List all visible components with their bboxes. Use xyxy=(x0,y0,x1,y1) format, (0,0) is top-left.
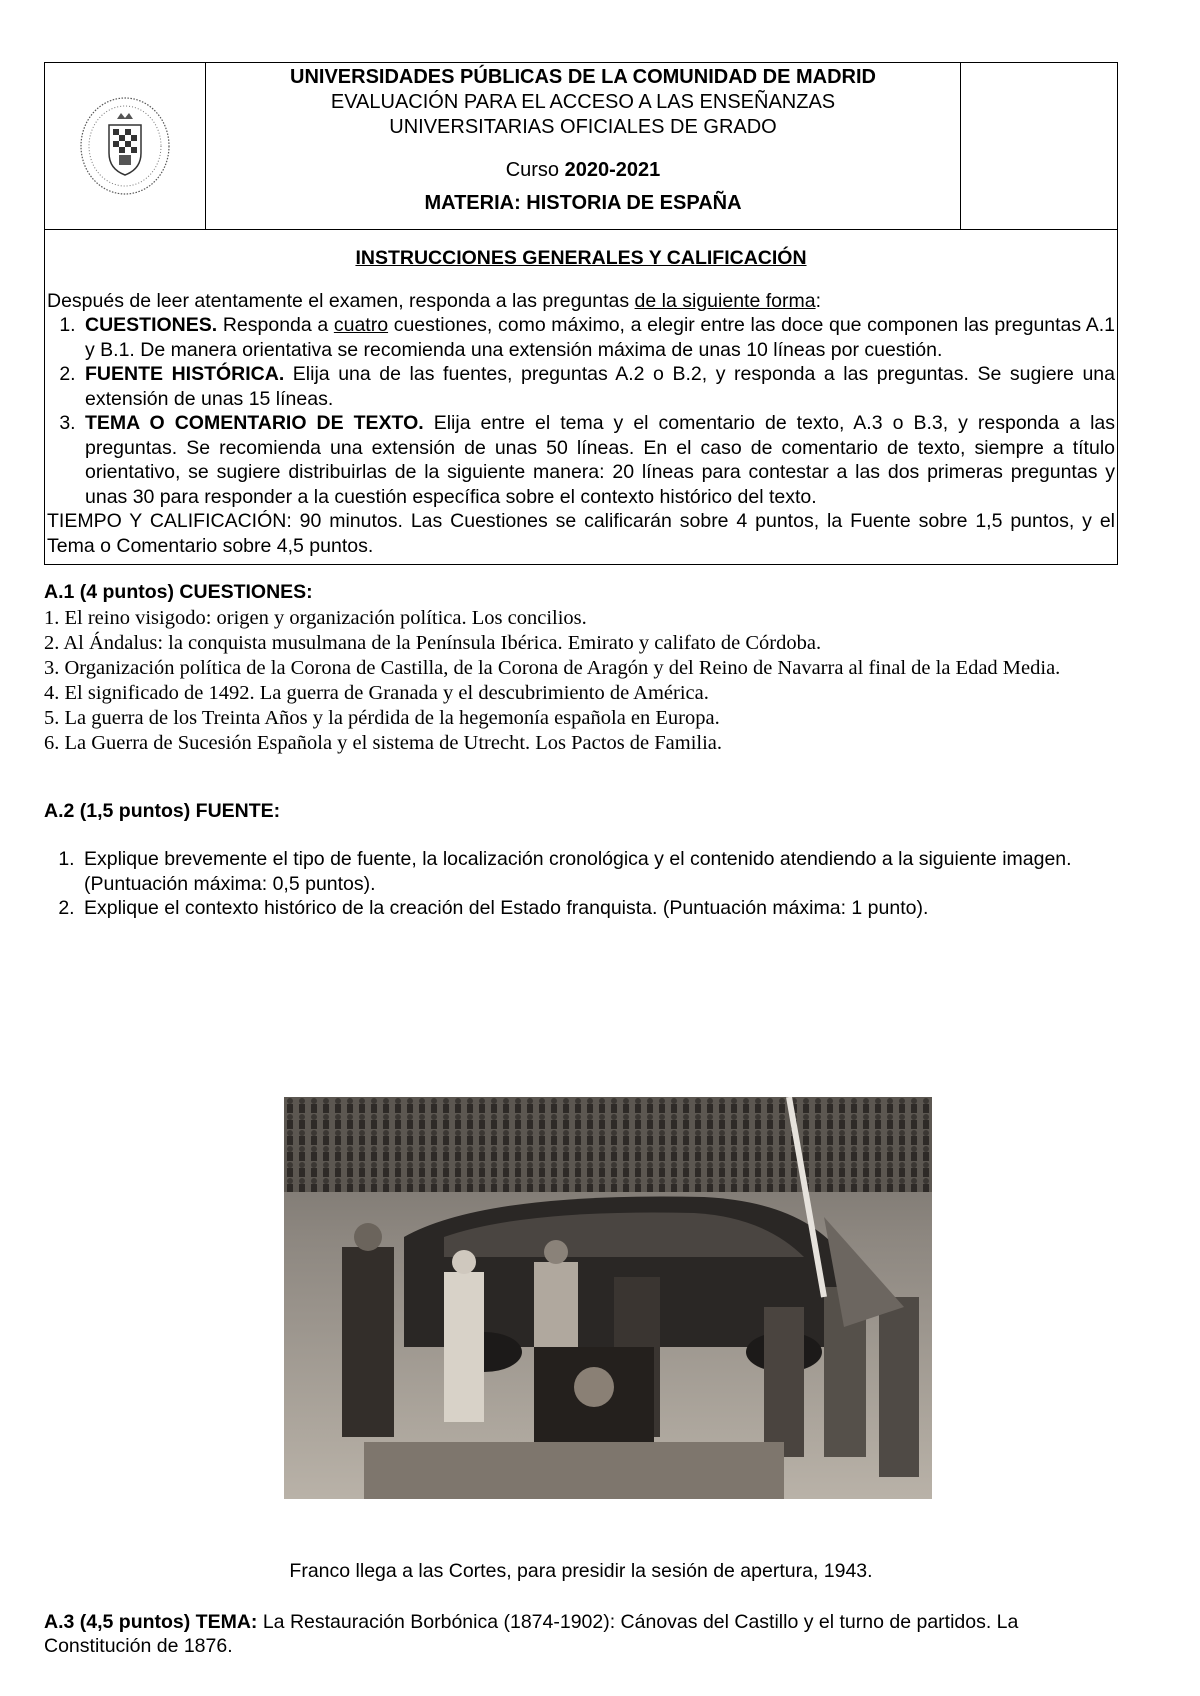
historical-photo xyxy=(284,1097,932,1499)
course-value: 2020-2021 xyxy=(564,159,661,181)
seal-cell xyxy=(45,63,206,229)
a2-list xyxy=(44,847,1118,921)
list-item: 2. Explique el contexto histórico de la creación del Estado franquista. (Puntuación máxima: 1 punto). xyxy=(80,896,1118,921)
evaluation-line-1: EVALUACIÓN PARA EL ACCESO A LAS ENSEÑANZAS xyxy=(330,91,836,113)
instructions-intro: Después de leer atentamente el examen, responda a las preguntas de la siguiente forma: xyxy=(47,289,821,312)
header-title-cell xyxy=(206,63,960,229)
list-item: 4. El significado de 1492. La guerra de Granada y el descubrimiento de América. xyxy=(44,682,709,704)
subject-line: MATERIA: HISTORIA DE ESPAÑA xyxy=(424,192,742,214)
exam-page xyxy=(44,62,1118,921)
instruction-item: 3. TEMA O COMENTARIO DE TEXTO. Elija entre el tema y el comentario de texto, A.3 o B.3, y responda a las preguntas. Se recomienda una extensión de unas 50 líneas. En el caso de comentario de texto, siempre a título orientativo, se sugiere distribuirlas de la siguiente manera: 20 líneas para contestar a las dos primeras preguntas y unas 30 para responder a la cuestión específica sobre el contexto histórico del texto. xyxy=(81,411,1115,509)
list-item: 5. La guerra de los Treinta Años y la pérdida de la hegemonía española en Europa. xyxy=(44,707,720,729)
list-item: 6. La Guerra de Sucesión Española y el sistema de Utrecht. Los Pactos de Familia. xyxy=(44,732,723,754)
course-label: Curso xyxy=(505,159,560,181)
a1-heading: A.1 (4 puntos) CUESTIONES: xyxy=(44,581,313,603)
photo-caption: Franco llega a las Cortes, para presidir la sesión de apertura, 1943. xyxy=(289,1560,873,1582)
list-item: 2. Al Ándalus: la conquista musulmana de la Península Ibérica. Emirato y califato de Córdoba. xyxy=(44,632,822,654)
instructions-title: INSTRUCCIONES GENERALES Y CALIFICACIÓN xyxy=(355,247,807,269)
instruction-item: 2. FUENTE HISTÓRICA. Elija una de las fuentes, preguntas A.2 o B.2, y responda a las preguntas. Se sugiere una extensión de unas 15 líneas. xyxy=(81,362,1115,411)
instructions-list xyxy=(45,313,1117,509)
course-line xyxy=(206,158,960,183)
a2-heading: A.2 (1,5 puntos) FUENTE: xyxy=(44,800,281,822)
header-table xyxy=(44,62,1118,565)
header-top-row xyxy=(45,63,1117,230)
university-seal-icon xyxy=(75,91,175,201)
list-item: 1. Explique brevemente el tipo de fuente, la localización cronológica y el contenido atendiendo a la siguiente imagen. (Puntuación máxima: 0,5 puntos). xyxy=(80,847,1118,896)
evaluation-line-2: UNIVERSITARIAS OFICIALES DE GRADO xyxy=(389,116,777,138)
a3-heading: A.3 (4,5 puntos) TEMA: xyxy=(44,1611,258,1633)
list-item: 3. Organización política de la Corona de Castilla, de la Corona de Aragón y del Reino de Navarra al final de la Edad Media. xyxy=(44,657,1061,679)
a1-list xyxy=(44,606,1118,756)
university-line: UNIVERSIDADES PÚBLICAS DE LA COMUNIDAD DE MADRID xyxy=(290,66,876,88)
instruction-item: 1. CUESTIONES. Responda a cuatro cuestiones, como máximo, a elegir entre las doce que componen las preguntas A.1 y B.1. De manera orientativa se recomienda una extensión máxima de unas 10 líneas por cuestión. xyxy=(81,313,1115,362)
a3-text: La Restauración Borbónica (1874-1902): Cánovas del Castillo y el turno de partidos. La Constitución de 1876. xyxy=(44,1611,1019,1657)
a3-section xyxy=(44,1610,1118,1658)
timing-text: TIEMPO Y CALIFICACIÓN: 90 minutos. Las Cuestiones se calificarán sobre 4 puntos, la Fuente sobre 1,5 puntos, y el Tema o Comentario sobre 4,5 puntos. xyxy=(47,510,1115,557)
blank-cell xyxy=(960,63,1117,229)
photo-image xyxy=(284,1097,932,1499)
instructions-block xyxy=(45,230,1117,564)
list-item: 1. El reino visigodo: origen y organización política. Los concilios. xyxy=(44,607,587,629)
